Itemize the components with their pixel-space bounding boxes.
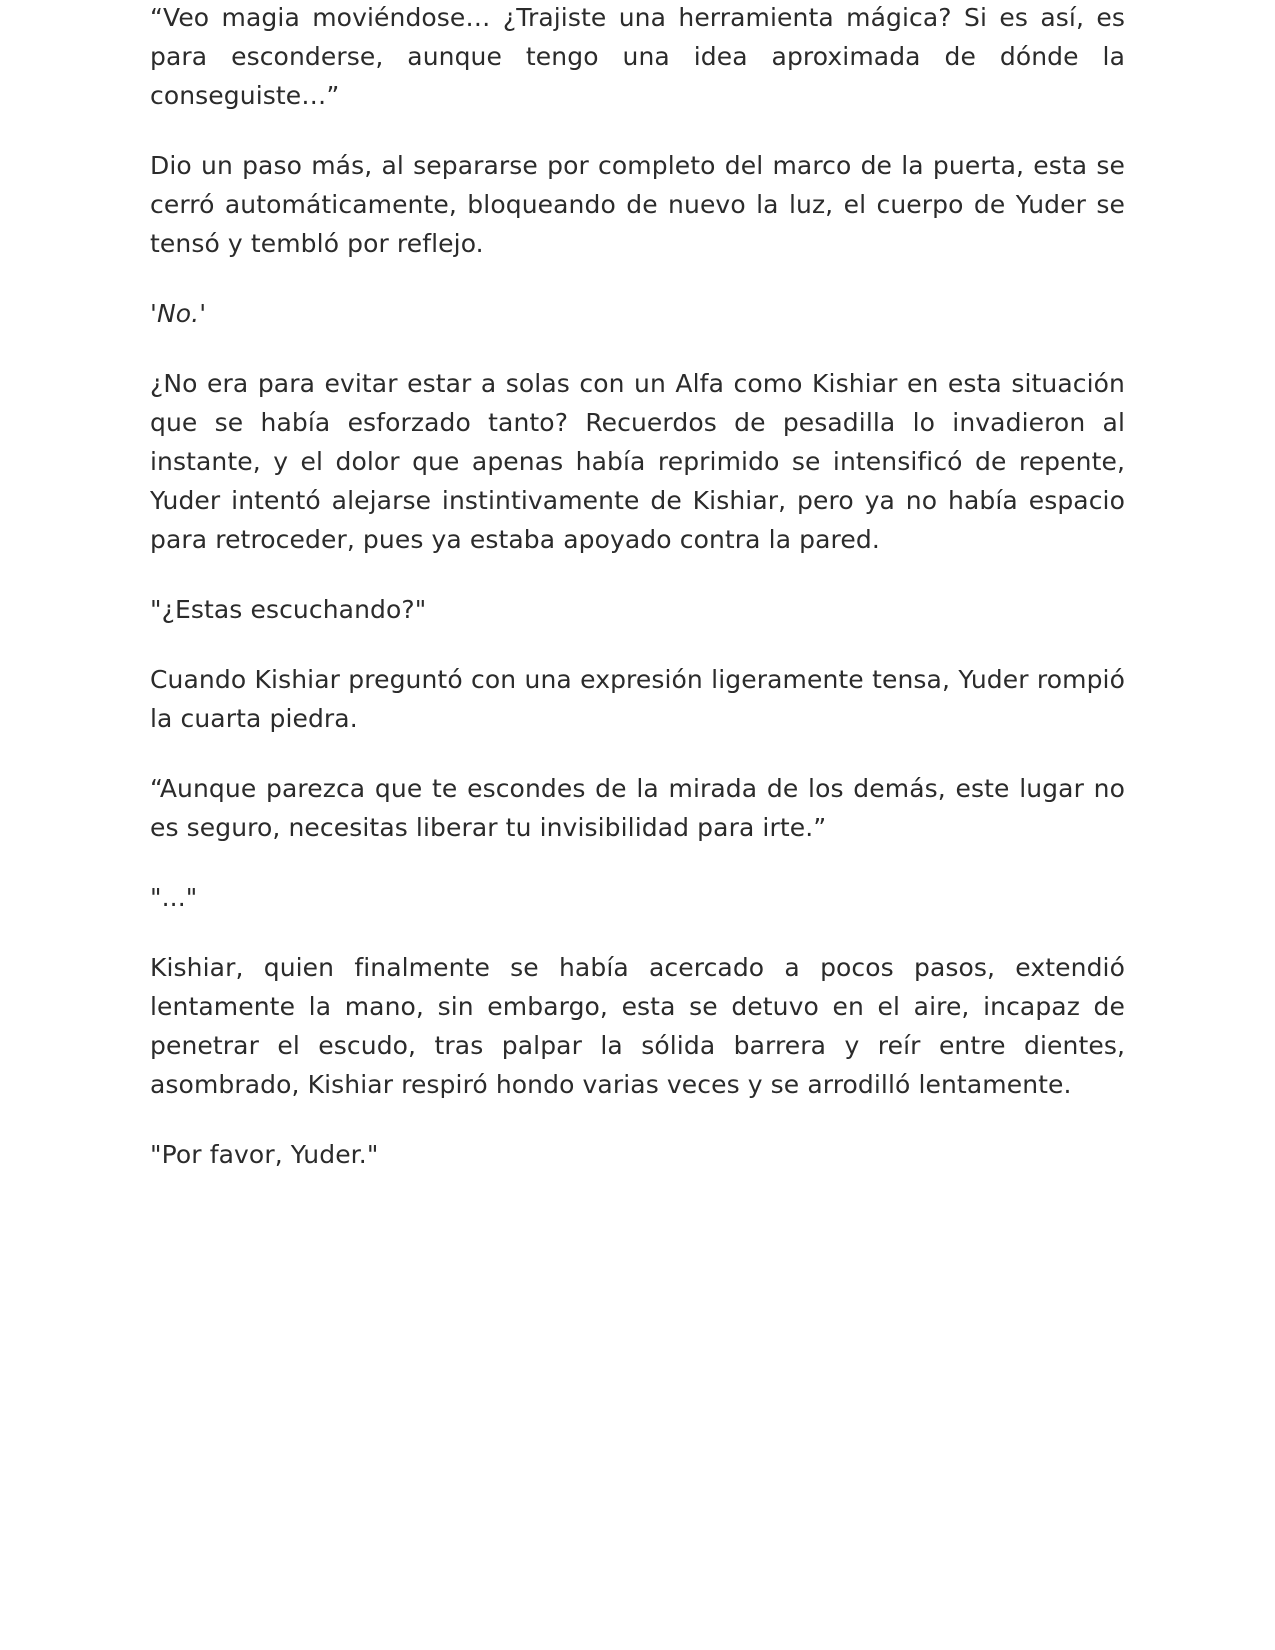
paragraph-9: Kishiar, quien finalmente se había acercado a pocos pasos, extendió lentamente la mano, sin embargo, esta se detuvo en el aire, incapaz de penetrar el escudo, tras palpar la sólida barrera y reír entre dientes, asombrado, Kishiar respiró hondo varias veces y se arrodilló lentamente. xyxy=(150,953,1125,1099)
paragraph-2: Dio un paso más, al separarse por completo del marco de la puerta, esta se cerró automáticamente, bloqueando de nuevo la luz, el cuerpo de Yuder se tensó y tembló por reflejo. xyxy=(150,151,1125,258)
paragraph-4: ¿No era para evitar estar a solas con un Alfa como Kishiar en esta situación que se había esforzado tanto? Recuerdos de pesadilla lo invadieron al instante, y el dolor que apenas había reprimido se intensificó de repente, Yuder intentó alejarse instintivamente de Kishiar, pero ya no había espacio para retroceder, pues ya estaba apoyado contra la pared. xyxy=(150,369,1125,554)
paragraph-5-dialogue: "¿Estas escuchando?" xyxy=(150,595,427,624)
paragraph-8-dialogue: "..." xyxy=(150,883,198,912)
document-page xyxy=(150,0,1125,1205)
paragraph-7-dialogue: “Aunque parezca que te escondes de la mirada de los demás, este lugar no es seguro, necesitas liberar tu invisibilidad para irte.” xyxy=(150,774,1125,842)
paragraph-1: “Veo magia moviéndose… ¿Trajiste una herramienta mágica? Si es así, es para esconderse, aunque tengo una idea aproximada de dónde la conseguiste…” xyxy=(150,3,1125,110)
paragraph-3-thought: 'No.' xyxy=(150,299,207,328)
paragraph-6: Cuando Kishiar preguntó con una expresión ligeramente tensa, Yuder rompió la cuarta piedra. xyxy=(150,665,1125,733)
paragraph-10-dialogue: "Por favor, Yuder." xyxy=(150,1140,379,1169)
